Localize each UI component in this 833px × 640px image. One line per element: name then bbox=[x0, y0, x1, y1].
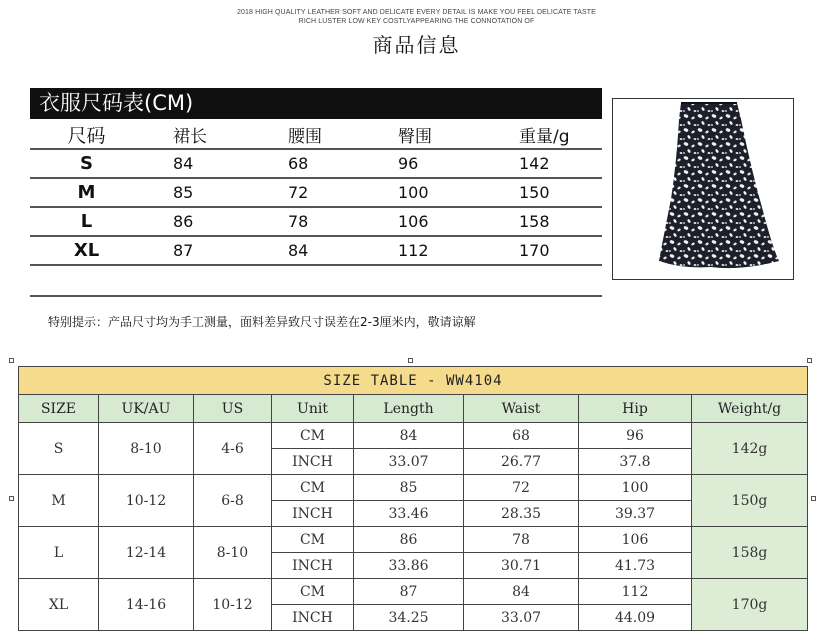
col-header-length: Length bbox=[354, 395, 464, 423]
product-image-frame bbox=[612, 98, 794, 280]
size-cell: XL bbox=[19, 579, 99, 631]
col-header-weight: 重量/g bbox=[519, 126, 570, 147]
size-label: M bbox=[77, 182, 96, 203]
col-header-hip: 臀围 bbox=[398, 126, 432, 147]
waist-value: 72 bbox=[288, 183, 309, 202]
length-value: 86 bbox=[173, 212, 194, 231]
unit-cell: INCH bbox=[272, 605, 354, 631]
waist-value: 68 bbox=[288, 154, 309, 173]
hip-value: 100 bbox=[398, 183, 429, 202]
uk-au-cell: 10-12 bbox=[99, 475, 194, 527]
uk-au-cell: 8-10 bbox=[99, 423, 194, 475]
resize-handle-icon[interactable] bbox=[811, 496, 816, 501]
hip-value: 96 bbox=[398, 154, 419, 173]
waist-cell: 26.77 bbox=[464, 449, 579, 475]
waist-value: 84 bbox=[288, 241, 309, 260]
col-header-waist: 腰围 bbox=[288, 126, 322, 147]
hip-cell: 96 bbox=[579, 423, 692, 449]
col-header-weight: Weight/g bbox=[692, 395, 808, 423]
waist-cell: 28.35 bbox=[464, 501, 579, 527]
waist-cell: 84 bbox=[464, 579, 579, 605]
length-cell: 85 bbox=[354, 475, 464, 501]
size-cell: S bbox=[19, 423, 99, 475]
tagline-line-1: 2018 HIGH QUALITY LEATHER SOFT AND DELICATE EVERY DETAIL IS MAKE YOU FEEL DELICATE TASTE bbox=[237, 9, 596, 16]
tagline-line-2: RICH LUSTER LOW KEY COSTLYAPPEARING THE CONNOTATION OF bbox=[298, 18, 535, 25]
length-cell: 84 bbox=[354, 423, 464, 449]
size-table-header-row bbox=[19, 395, 808, 423]
waist-cell: 33.07 bbox=[464, 605, 579, 631]
weight-cell: 150g bbox=[692, 475, 808, 527]
divider bbox=[30, 295, 602, 297]
size-label: S bbox=[80, 153, 93, 174]
table-row bbox=[19, 423, 808, 449]
size-table[interactable] bbox=[18, 366, 808, 631]
measurement-note: 特别提示：产品尺寸均为手工测量，面料差异致尺寸误差在2-3厘米内，敬请谅解 bbox=[48, 315, 476, 329]
weight-value: 142 bbox=[519, 154, 550, 173]
hip-cell: 106 bbox=[579, 527, 692, 553]
hip-cell: 100 bbox=[579, 475, 692, 501]
table-row bbox=[30, 208, 602, 237]
col-header-unit: Unit bbox=[272, 395, 354, 423]
size-label: XL bbox=[73, 240, 100, 261]
length-cell: 87 bbox=[354, 579, 464, 605]
resize-handle-icon[interactable] bbox=[408, 358, 413, 363]
us-cell: 6-8 bbox=[194, 475, 272, 527]
weight-value: 158 bbox=[519, 212, 550, 231]
unit-cell: INCH bbox=[272, 553, 354, 579]
col-header-hip: Hip bbox=[579, 395, 692, 423]
table-row bbox=[30, 179, 602, 208]
weight-cell: 158g bbox=[692, 527, 808, 579]
waist-cell: 30.71 bbox=[464, 553, 579, 579]
resize-handle-icon[interactable] bbox=[9, 358, 14, 363]
skirt-product-image bbox=[613, 99, 793, 279]
col-header-waist: Waist bbox=[464, 395, 579, 423]
size-chart-heading: 衣服尺码表(CM) bbox=[30, 88, 602, 119]
page-title: 商品信息 bbox=[372, 33, 461, 57]
length-value: 85 bbox=[173, 183, 194, 202]
page-header bbox=[0, 8, 833, 58]
unit-cell: CM bbox=[272, 423, 354, 449]
uk-au-cell: 14-16 bbox=[99, 579, 194, 631]
waist-value: 78 bbox=[288, 212, 309, 231]
waist-cell: 68 bbox=[464, 423, 579, 449]
hip-value: 106 bbox=[398, 212, 429, 231]
col-header-size: SIZE bbox=[19, 395, 99, 423]
length-cell: 86 bbox=[354, 527, 464, 553]
weight-value: 170 bbox=[519, 241, 550, 260]
us-cell: 8-10 bbox=[194, 527, 272, 579]
col-header-uk-au: UK/AU bbox=[99, 395, 194, 423]
length-cell: 34.25 bbox=[354, 605, 464, 631]
table-row bbox=[30, 237, 602, 266]
unit-cell: CM bbox=[272, 475, 354, 501]
unit-cell: INCH bbox=[272, 501, 354, 527]
length-value: 84 bbox=[173, 154, 194, 173]
weight-cell: 142g bbox=[692, 423, 808, 475]
weight-cell: 170g bbox=[692, 579, 808, 631]
hip-cell: 112 bbox=[579, 579, 692, 605]
table-row bbox=[19, 579, 808, 605]
unit-cell: CM bbox=[272, 579, 354, 605]
size-chart-cn bbox=[30, 120, 602, 266]
waist-cell: 72 bbox=[464, 475, 579, 501]
col-header-us: US bbox=[194, 395, 272, 423]
length-cell: 33.86 bbox=[354, 553, 464, 579]
resize-handle-icon[interactable] bbox=[9, 496, 14, 501]
table-row bbox=[30, 150, 602, 179]
col-header-size: 尺码 bbox=[67, 124, 106, 147]
us-cell: 10-12 bbox=[194, 579, 272, 631]
unit-cell: INCH bbox=[272, 449, 354, 475]
size-cell: L bbox=[19, 527, 99, 579]
us-cell: 4-6 bbox=[194, 423, 272, 475]
hip-cell: 37.8 bbox=[579, 449, 692, 475]
hip-value: 112 bbox=[398, 241, 429, 260]
uk-au-cell: 12-14 bbox=[99, 527, 194, 579]
size-table-title: SIZE TABLE - WW4104 bbox=[19, 367, 808, 395]
resize-handle-icon[interactable] bbox=[807, 358, 812, 363]
weight-value: 150 bbox=[519, 183, 550, 202]
table-row bbox=[19, 475, 808, 501]
waist-cell: 78 bbox=[464, 527, 579, 553]
length-cell: 33.46 bbox=[354, 501, 464, 527]
size-label: L bbox=[80, 211, 93, 232]
table-row bbox=[19, 527, 808, 553]
col-header-length: 裙长 bbox=[173, 126, 207, 147]
hip-cell: 44.09 bbox=[579, 605, 692, 631]
length-cell: 33.07 bbox=[354, 449, 464, 475]
hip-cell: 41.73 bbox=[579, 553, 692, 579]
size-cell: M bbox=[19, 475, 99, 527]
unit-cell: CM bbox=[272, 527, 354, 553]
hip-cell: 39.37 bbox=[579, 501, 692, 527]
size-chart-header-row bbox=[30, 120, 602, 150]
length-value: 87 bbox=[173, 241, 194, 260]
